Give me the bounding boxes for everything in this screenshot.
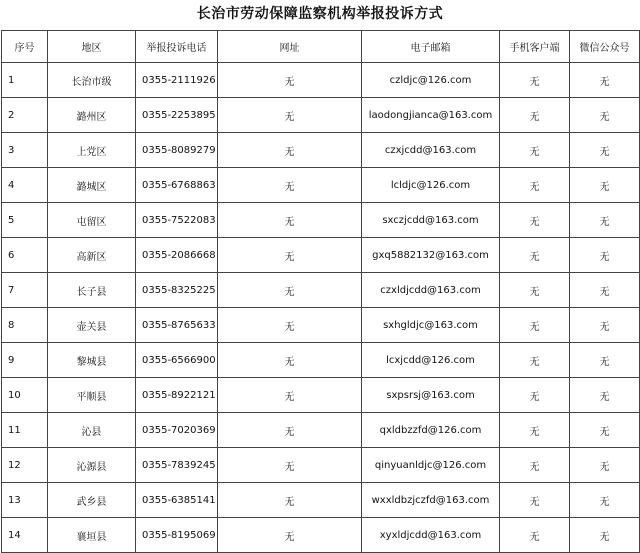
cell-wechat: 无 [570, 413, 640, 448]
cell-wechat: 无 [570, 378, 640, 413]
table-row [2, 168, 640, 203]
cell-website: 无 [218, 133, 362, 168]
cell-index: 9 [2, 343, 48, 378]
cell-index: 4 [2, 168, 48, 203]
cell-email: czldjc@126.com [362, 63, 500, 98]
cell-website: 无 [218, 308, 362, 343]
cell-wechat: 无 [570, 483, 640, 518]
table-row [2, 483, 640, 518]
cell-phone: 0355-7020369 [136, 413, 218, 448]
cell-mobile-app: 无 [500, 238, 570, 273]
cell-mobile-app: 无 [500, 308, 570, 343]
cell-phone: 0355-8325225 [136, 273, 218, 308]
page-title: 长治市劳动保障监察机构举报投诉方式 [196, 6, 444, 22]
cell-region: 襄垣县 [48, 518, 136, 553]
table-row [2, 63, 640, 98]
header-phone: 举报投诉电话 [136, 31, 218, 63]
cell-phone: 0355-8089279 [136, 133, 218, 168]
cell-region: 沁源县 [48, 448, 136, 483]
cell-mobile-app: 无 [500, 378, 570, 413]
cell-email: wxxldbzjczfd@163.com [362, 483, 500, 518]
header-mobile-app: 手机客户端 [500, 31, 570, 63]
cell-website: 无 [218, 203, 362, 238]
cell-email: sxpsrsj@163.com [362, 378, 500, 413]
cell-wechat: 无 [570, 448, 640, 483]
header-index: 序号 [2, 31, 48, 63]
cell-region: 长子县 [48, 273, 136, 308]
cell-website: 无 [218, 378, 362, 413]
header-email: 电子邮箱 [362, 31, 500, 63]
header-region: 地区 [48, 31, 136, 63]
cell-mobile-app: 无 [500, 448, 570, 483]
cell-region: 平顺县 [48, 378, 136, 413]
cell-mobile-app: 无 [500, 63, 570, 98]
cell-email: sxhgldjc@163.com [362, 308, 500, 343]
cell-index: 3 [2, 133, 48, 168]
cell-phone: 0355-7839245 [136, 448, 218, 483]
cell-region: 沁县 [48, 413, 136, 448]
cell-phone: 0355-2086668 [136, 238, 218, 273]
cell-index: 10 [2, 378, 48, 413]
cell-index: 12 [2, 448, 48, 483]
cell-phone: 0355-6385141 [136, 483, 218, 518]
cell-region: 武乡县 [48, 483, 136, 518]
cell-email: laodongjianca@163.com [362, 98, 500, 133]
cell-region: 屯留区 [48, 203, 136, 238]
cell-region: 潞州区 [48, 98, 136, 133]
cell-phone: 0355-6566900 [136, 343, 218, 378]
cell-email: sxczjcdd@163.com [362, 203, 500, 238]
cell-wechat: 无 [570, 98, 640, 133]
cell-mobile-app: 无 [500, 203, 570, 238]
cell-website: 无 [218, 273, 362, 308]
cell-mobile-app: 无 [500, 413, 570, 448]
cell-email: lcxjcdd@126.com [362, 343, 500, 378]
cell-index: 2 [2, 98, 48, 133]
cell-website: 无 [218, 343, 362, 378]
cell-phone: 0355-8765633 [136, 308, 218, 343]
cell-website: 无 [218, 518, 362, 553]
cell-wechat: 无 [570, 518, 640, 553]
cell-region: 高新区 [48, 238, 136, 273]
table-row [2, 448, 640, 483]
header-wechat: 微信公众号 [570, 31, 640, 63]
table-row [2, 308, 640, 343]
table-row [2, 273, 640, 308]
cell-website: 无 [218, 63, 362, 98]
complaint-contact-table [1, 30, 640, 553]
cell-index: 14 [2, 518, 48, 553]
cell-index: 8 [2, 308, 48, 343]
cell-mobile-app: 无 [500, 98, 570, 133]
cell-mobile-app: 无 [500, 168, 570, 203]
cell-email: czxjcdd@163.com [362, 133, 500, 168]
cell-region: 潞城区 [48, 168, 136, 203]
cell-region: 黎城县 [48, 343, 136, 378]
cell-wechat: 无 [570, 63, 640, 98]
cell-website: 无 [218, 413, 362, 448]
table-row [2, 413, 640, 448]
cell-website: 无 [218, 483, 362, 518]
cell-phone: 0355-2253895 [136, 98, 218, 133]
cell-index: 1 [2, 63, 48, 98]
cell-website: 无 [218, 168, 362, 203]
table-row [2, 238, 640, 273]
header-website: 网址 [218, 31, 362, 63]
cell-region: 长治市级 [48, 63, 136, 98]
cell-wechat: 无 [570, 308, 640, 343]
cell-website: 无 [218, 448, 362, 483]
table-row [2, 98, 640, 133]
cell-wechat: 无 [570, 343, 640, 378]
cell-phone: 0355-6768863 [136, 168, 218, 203]
cell-mobile-app: 无 [500, 483, 570, 518]
cell-index: 5 [2, 203, 48, 238]
table-header-row [2, 31, 640, 63]
cell-email: gxq5882132@163.com [362, 238, 500, 273]
cell-mobile-app: 无 [500, 343, 570, 378]
table-row [2, 203, 640, 238]
table-row [2, 378, 640, 413]
table-row [2, 133, 640, 168]
cell-phone: 0355-8195069 [136, 518, 218, 553]
cell-email: czxldjcdd@163.com [362, 273, 500, 308]
cell-email: qinyuanldjc@126.com [362, 448, 500, 483]
cell-index: 13 [2, 483, 48, 518]
cell-mobile-app: 无 [500, 518, 570, 553]
cell-wechat: 无 [570, 168, 640, 203]
cell-email: xyxldjcdd@163.com [362, 518, 500, 553]
cell-wechat: 无 [570, 238, 640, 273]
cell-region: 上党区 [48, 133, 136, 168]
table-row [2, 518, 640, 553]
cell-wechat: 无 [570, 203, 640, 238]
cell-mobile-app: 无 [500, 133, 570, 168]
cell-phone: 0355-8922121 [136, 378, 218, 413]
cell-index: 6 [2, 238, 48, 273]
cell-website: 无 [218, 98, 362, 133]
cell-wechat: 无 [570, 133, 640, 168]
cell-phone: 0355-7522083 [136, 203, 218, 238]
cell-website: 无 [218, 238, 362, 273]
cell-index: 7 [2, 273, 48, 308]
cell-phone: 0355-2111926 [136, 63, 218, 98]
cell-mobile-app: 无 [500, 273, 570, 308]
cell-wechat: 无 [570, 273, 640, 308]
cell-index: 11 [2, 413, 48, 448]
cell-region: 壶关县 [48, 308, 136, 343]
table-row [2, 343, 640, 378]
cell-email: qxldbzzfd@126.com [362, 413, 500, 448]
cell-email: lcldjc@126.com [362, 168, 500, 203]
